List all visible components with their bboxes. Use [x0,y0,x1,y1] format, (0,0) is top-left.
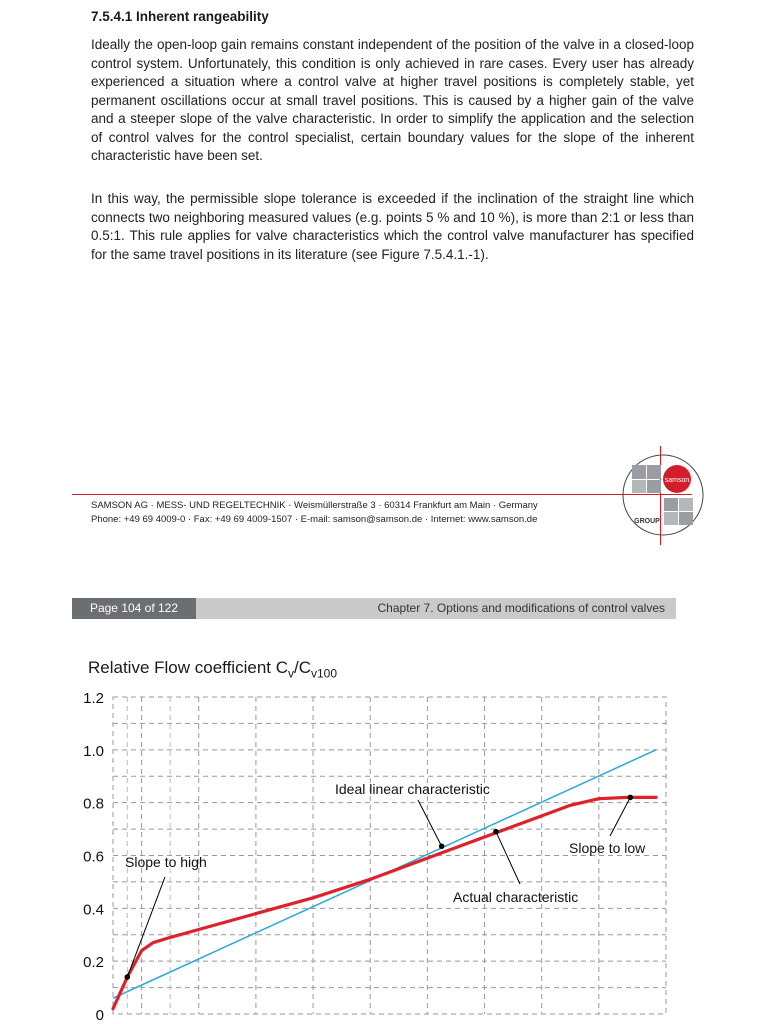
page-number: Page 104 of 122 [72,598,196,619]
flow-characteristic-chart [0,680,768,1024]
chapter-title: Chapter 7. Options and modifications of control valves [377,601,665,615]
annotation-label: Ideal linear characteristic [335,781,490,797]
y-axis-ticks [83,690,104,1024]
annotation-label: Slope to low [569,840,646,856]
footer-contact: Phone: +49 69 4009-0 · Fax: +49 69 4009-1507 · E-mail: samson@samson.de · Internet: www.samson.de [91,514,538,525]
chart-markers [124,795,633,980]
annotation-label: Slope to high [125,854,207,870]
y-tick-label: 0.8 [83,795,104,813]
footer-address: SAMSON AG · MESS- UND REGELTECHNIK · Weismüllerstraße 3 · 60314 Frankfurt am Main · Germany [91,500,538,511]
y-tick-label: 0.2 [83,954,104,972]
y-tick-label: 0.6 [83,848,104,866]
annotation-leader [418,800,442,846]
y-tick-label: 1.0 [83,742,104,760]
y-tick-label: 0.4 [83,901,104,919]
annotation-label: Actual characteristic [453,889,579,905]
chart-annotations [125,781,646,977]
svg-text:samson: samson [664,477,690,484]
svg-text:GROUP: GROUP [634,518,660,525]
annotation-leader [127,877,165,977]
section-title: 7.5.4.1 Inherent rangeability [91,9,269,24]
page-bar [72,598,676,619]
paragraph-1: Ideally the open-loop gain remains constant independent of the position of the valve in a closed-loop control system. Unfortunately, this condition is only achieved in rare cases. Every user has already experienced a situation where a control valve at higher travel positions is completely stable, yet permanent oscillations occur at small travel positions. This is caused by a higher gain of the valve and a steeper slope of the valve characteristic. In order to simplify the application and the selection of control valves for the control specialist, certain boundary values for the slope of the inherent characteristic have been set. [91,37,694,163]
y-tick-label: 0 [95,1007,104,1024]
annotation-leader [496,832,520,884]
paragraph-2: In this way, the permissible slope tolerance is exceeded if the inclination of the straight line which connects two neighboring measured values (e.g. points 5 % and 10 %), is more than 2:1 or less than 0.5:1. This rule applies for valve characteristics which the control valve manufacturer has specified for the same travel positions in its literature (see Figure 7.5.4.1.-1). [91,191,694,262]
annotation-leader [610,797,630,836]
samson-group-logo [620,452,706,538]
y-tick-label: 1.2 [83,690,104,707]
footer-divider-horizontal [72,494,692,495]
chart-title: Relative Flow coefficient $C_v/C_{v100}$ [88,658,338,681]
